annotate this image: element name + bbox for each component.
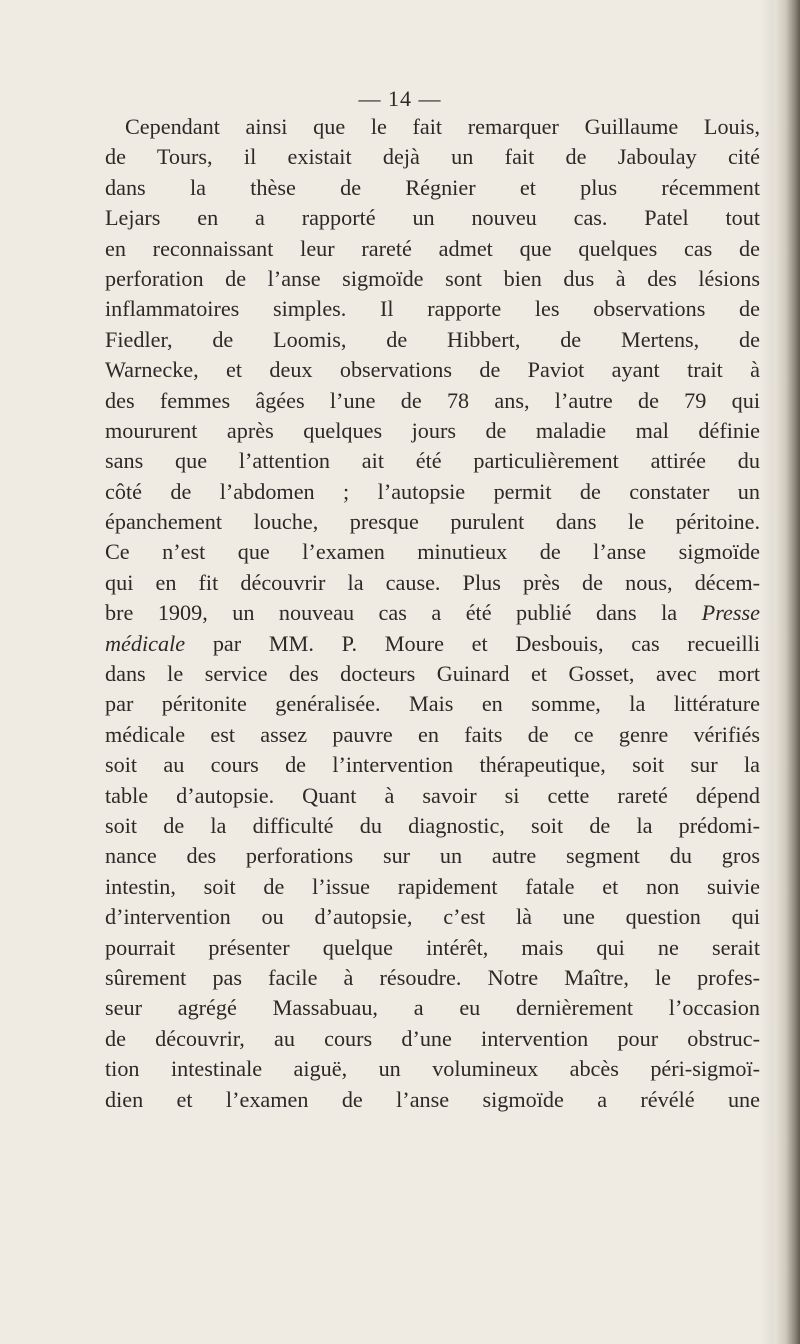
text-line: qui en fit découvrir la cause. Plus près de nous, décem- — [105, 569, 760, 595]
text-line: Cependant ainsi que le fait remarquer Guillaume Louis, — [125, 114, 760, 139]
text-line: Lejars en a rapporté un nouveu cas. Patel tout — [105, 205, 760, 231]
text-line: côté de l’abdomen ; l’autopsie permit de constater un — [105, 478, 760, 504]
text-line: moururent après quelques jours de maladie mal définie — [105, 417, 760, 443]
text-line: par péritonite genéralisée. Mais en somme, la littérature — [105, 691, 760, 717]
text-line: médicale est assez pauvre en faits de ce genre vérifiés — [105, 721, 760, 747]
text-line: sans que l’attention ait été particulièrement attirée du — [105, 448, 760, 474]
text-line: tion intestinale aiguë, un volumineux abcès péri-sigmoï- — [105, 1056, 760, 1082]
text-line: seur agrégé Massabuau, a eu dernièrement l’occasion — [105, 995, 760, 1021]
text-line: épanchement louche, presque purulent dans le péritoine. — [105, 509, 760, 535]
text-line: intestin, soit de l’issue rapidement fatale et non suivie — [105, 873, 760, 899]
text-line: bre 1909, un nouveau cas a été publié dans la Presse — [105, 600, 760, 626]
text-line: table d’autopsie. Quant à savoir si cette rareté dépend — [105, 782, 760, 808]
text-line: dans le service des docteurs Guinard et Gosset, avec mort — [105, 661, 760, 687]
text-line: de découvrir, au cours d’une intervention pour obstruc- — [105, 1025, 760, 1051]
text-line: d’intervention ou d’autopsie, c’est là une question qui — [105, 904, 760, 930]
page-number-header: — 14 — — [358, 86, 442, 111]
text-line: sûrement pas facile à résoudre. Notre Maître, le profes- — [105, 964, 760, 990]
journal-title-italic: Presse — [701, 600, 760, 626]
body-text — [105, 112, 760, 1115]
text-line: soit de la difficulté du diagnostic, soit de la prédomi- — [105, 812, 760, 838]
text-line: Ce n’est que l’examen minutieux de l’anse sigmoïde — [105, 539, 760, 565]
text-line: Warnecke, et deux observations de Paviot ayant trait à — [105, 357, 760, 383]
text-line: dien et l’examen de l’anse sigmoïde a révélé une — [105, 1086, 760, 1112]
text-line: soit au cours de l’intervention thérapeutique, soit sur la — [105, 752, 760, 778]
text-line: nance des perforations sur un autre segment du gros — [105, 843, 760, 869]
page-shadow — [760, 0, 774, 1344]
text-line: médicale par MM. P. Moure et Desbouis, cas recueilli — [105, 630, 760, 656]
page-edge — [774, 0, 800, 1344]
text-line: Fiedler, de Loomis, de Hibbert, de Mertens, de — [105, 326, 760, 352]
text-line: perforation de l’anse sigmoïde sont bien dus à des lésions — [105, 265, 760, 291]
text-line: en reconnaissant leur rareté admet que quelques cas de — [105, 235, 760, 261]
text-line: pourrait présenter quelque intérêt, mais qui ne serait — [105, 934, 760, 960]
text-line: de Tours, il existait dejà un fait de Jaboulay cité — [105, 144, 760, 170]
journal-title-italic: médicale — [105, 630, 186, 656]
text-line: des femmes âgées l’une de 78 ans, l’autre de 79 qui — [105, 387, 760, 413]
text-line: inflammatoires simples. Il rapporte les observations de — [105, 296, 760, 322]
text-line: dans la thèse de Régnier et plus récemment — [105, 174, 760, 200]
